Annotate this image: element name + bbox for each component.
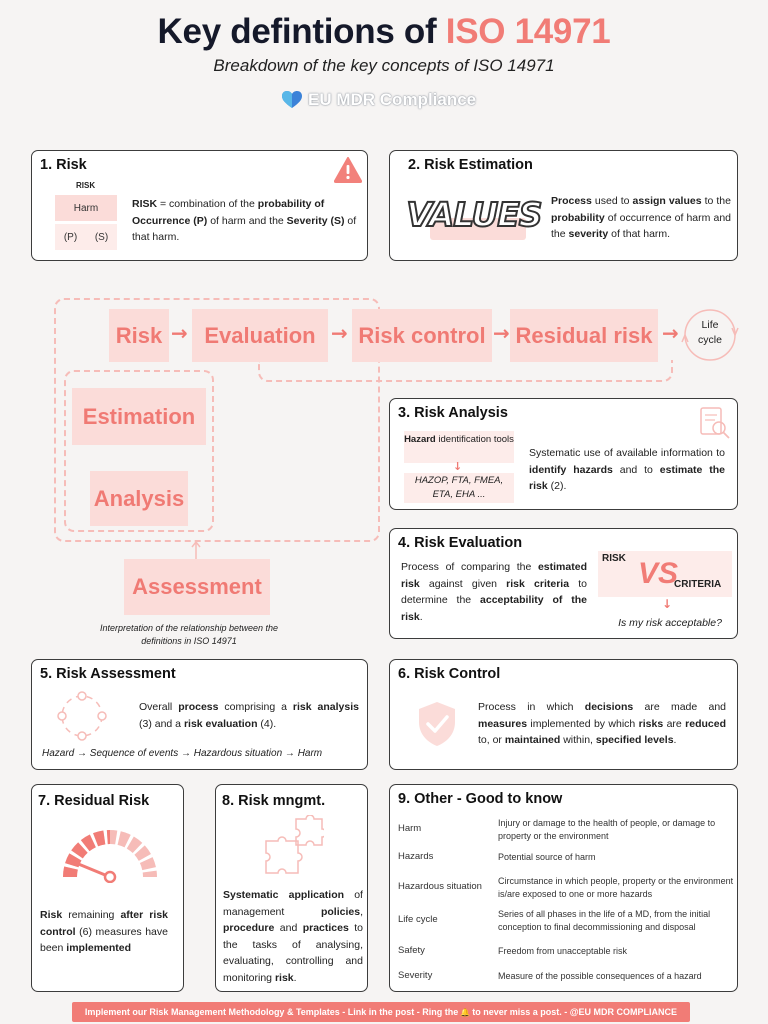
- title-accent: ISO 14971: [445, 12, 611, 51]
- definition-term: Hazards: [398, 851, 434, 862]
- card-residual-risk: [31, 784, 184, 992]
- card-control-text: Process in which decisions are made and measures implemented by which risks are reduced to, or maintained within, specified levels.: [478, 701, 727, 746]
- definition-desc: Series of all phases in the life of a MD, from the initial conception to final decommissioning and disposal: [498, 909, 711, 932]
- arrow-right-icon: →: [493, 321, 510, 345]
- arrow-up-icon: [190, 540, 202, 560]
- card-management-text: Systematic application of management policies, procedure and practices to the tasks of analysing, evaluating, controlling and monitoring risk.: [223, 889, 363, 984]
- page-subtitle: Breakdown of the key concepts of ISO 14971: [213, 56, 555, 75]
- card-risk-analysis: [389, 398, 738, 510]
- definition-term: Hazardous situation: [398, 881, 482, 892]
- card-good-to-know: [389, 784, 738, 992]
- cycle-icon: [54, 690, 110, 742]
- card-risk-management: [215, 784, 368, 992]
- hazard-sequence: Hazard → Sequence of events → Hazardous situation → Harm: [42, 748, 323, 759]
- values-graphic: [404, 188, 544, 240]
- definition-desc: Potential source of harm: [498, 852, 596, 862]
- arrow-right-icon: →: [662, 321, 679, 345]
- definition-desc: Measure of the possible consequences of a hazard: [498, 971, 702, 981]
- arrow-right-icon: →: [331, 321, 348, 345]
- definition-term: Safety: [398, 945, 425, 956]
- footer-text-end: to never miss a post. - @EU MDR COMPLIANCE: [472, 1007, 678, 1017]
- vs-graphic: [598, 551, 732, 597]
- definition-desc: Circumstance in which people, property or the environment is/are exposed to one or more hazards: [498, 876, 734, 899]
- card-assessment-title: 5. Risk Assessment: [40, 666, 176, 682]
- card-evaluation-text: Process of comparing the estimated risk against given risk criteria to determine the acceptability of the risk.: [401, 561, 588, 623]
- flow-evaluation: Evaluation: [192, 309, 328, 362]
- arrow-down-icon: ↓: [453, 460, 463, 473]
- card-estimation-title: 2. Risk Estimation: [408, 157, 533, 173]
- definition-row: [398, 945, 738, 963]
- puzzle-icon: [260, 815, 324, 885]
- flow-residual-risk: Residual risk: [510, 309, 658, 362]
- card-estimation-text: Process used to assign values to the probability of occurrence of harm and the severity of that harm.: [551, 195, 731, 240]
- flow-risk: Risk: [109, 309, 169, 362]
- definition-row: [398, 817, 738, 845]
- mini-harm-cell: [55, 195, 117, 221]
- definition-row: [398, 908, 738, 936]
- definition-desc: Freedom from unacceptable risk: [498, 946, 628, 956]
- definition-row: [398, 970, 738, 988]
- card-residual-text: Risk remaining after risk control (6) measures have been implemented: [40, 909, 168, 954]
- page-title: [0, 12, 768, 52]
- arrow-right-icon: →: [171, 321, 188, 345]
- hazard-tools-list: HAZOP, FTA, FMEA, ETA, EHA ...: [404, 473, 514, 503]
- card-control-title: 6. Risk Control: [398, 666, 501, 682]
- definition-term: Harm: [398, 823, 422, 834]
- acceptable-question: Is my risk acceptable?: [618, 617, 722, 629]
- card-residual-title: 7. Residual Risk: [38, 793, 150, 809]
- brand: [282, 88, 476, 112]
- flow-analysis: Analysis: [90, 471, 188, 526]
- card-evaluation-title: 4. Risk Evaluation: [398, 535, 523, 551]
- arrow-down-icon: ↓: [662, 597, 673, 611]
- mini-risk-label: RISK: [76, 181, 96, 190]
- definition-term: Severity: [398, 970, 433, 981]
- card-risk-title: 1. Risk: [40, 157, 87, 173]
- card-risk-evaluation: [389, 528, 738, 639]
- card-risk: [31, 150, 368, 261]
- flow-return-line: [258, 360, 673, 382]
- mini-ps-cell: [55, 224, 117, 250]
- life-cycle-label: Life cycle: [698, 319, 722, 346]
- mini-harm-text: Harm: [73, 202, 99, 214]
- hazard-tools-label: Hazard identification tools: [404, 431, 514, 463]
- vs-criteria: CRITERIA: [674, 579, 722, 590]
- shield-check-icon: [416, 700, 458, 748]
- card-risk-assessment: [31, 659, 368, 770]
- vs-text: VS: [638, 557, 679, 590]
- bell-icon: 🔔: [460, 1007, 471, 1017]
- flow-risk-control: Risk control: [352, 309, 492, 362]
- footer-text-start: Implement our Risk Management Methodology & Templates - Link in the post - Ring the: [84, 1007, 459, 1017]
- definition-desc: Injury or damage to the health of people, or damage to property or the environment: [498, 818, 716, 841]
- mini-s: (S): [94, 231, 109, 243]
- definition-row: [398, 851, 738, 869]
- card-risk-estimation: [389, 150, 738, 261]
- footer-banner[interactable]: [72, 1002, 690, 1022]
- flow-estimation: Estimation: [72, 388, 206, 445]
- definition-row: [398, 875, 738, 903]
- card-risk-text: RISK = combination of the probability of Occurrence (P) of harm and the Severity (S) of that harm.: [132, 198, 357, 243]
- card-risk-control: [389, 659, 738, 770]
- card-analysis-text: Systematic use of available information to identify hazards and to estimate the risk (2).: [529, 447, 726, 492]
- warning-icon: [334, 157, 362, 183]
- card-assessment-text: Overall process comprising a risk analysis (3) and a risk evaluation (4).: [139, 701, 359, 730]
- vs-risk: RISK: [602, 553, 626, 564]
- values-text: VALUES: [406, 194, 542, 234]
- card-analysis-title: 3. Risk Analysis: [398, 405, 508, 421]
- clipboard-search-icon: [695, 403, 731, 441]
- title-main: Key defintions of: [157, 12, 446, 51]
- card-management-title: 8. Risk mngmt.: [222, 793, 326, 809]
- brand-name: EU MDR Compliance: [308, 90, 477, 109]
- mini-p: (P): [63, 231, 78, 243]
- gauge-icon: [58, 819, 162, 883]
- definition-term: Life cycle: [398, 914, 438, 925]
- flow-caption: Interpretation of the relationship between the definitions in ISO 14971: [99, 623, 279, 646]
- flow-assessment: Assessment: [124, 559, 270, 615]
- card-other-title: 9. Other - Good to know: [398, 791, 563, 807]
- heart-logo-icon: [282, 91, 302, 109]
